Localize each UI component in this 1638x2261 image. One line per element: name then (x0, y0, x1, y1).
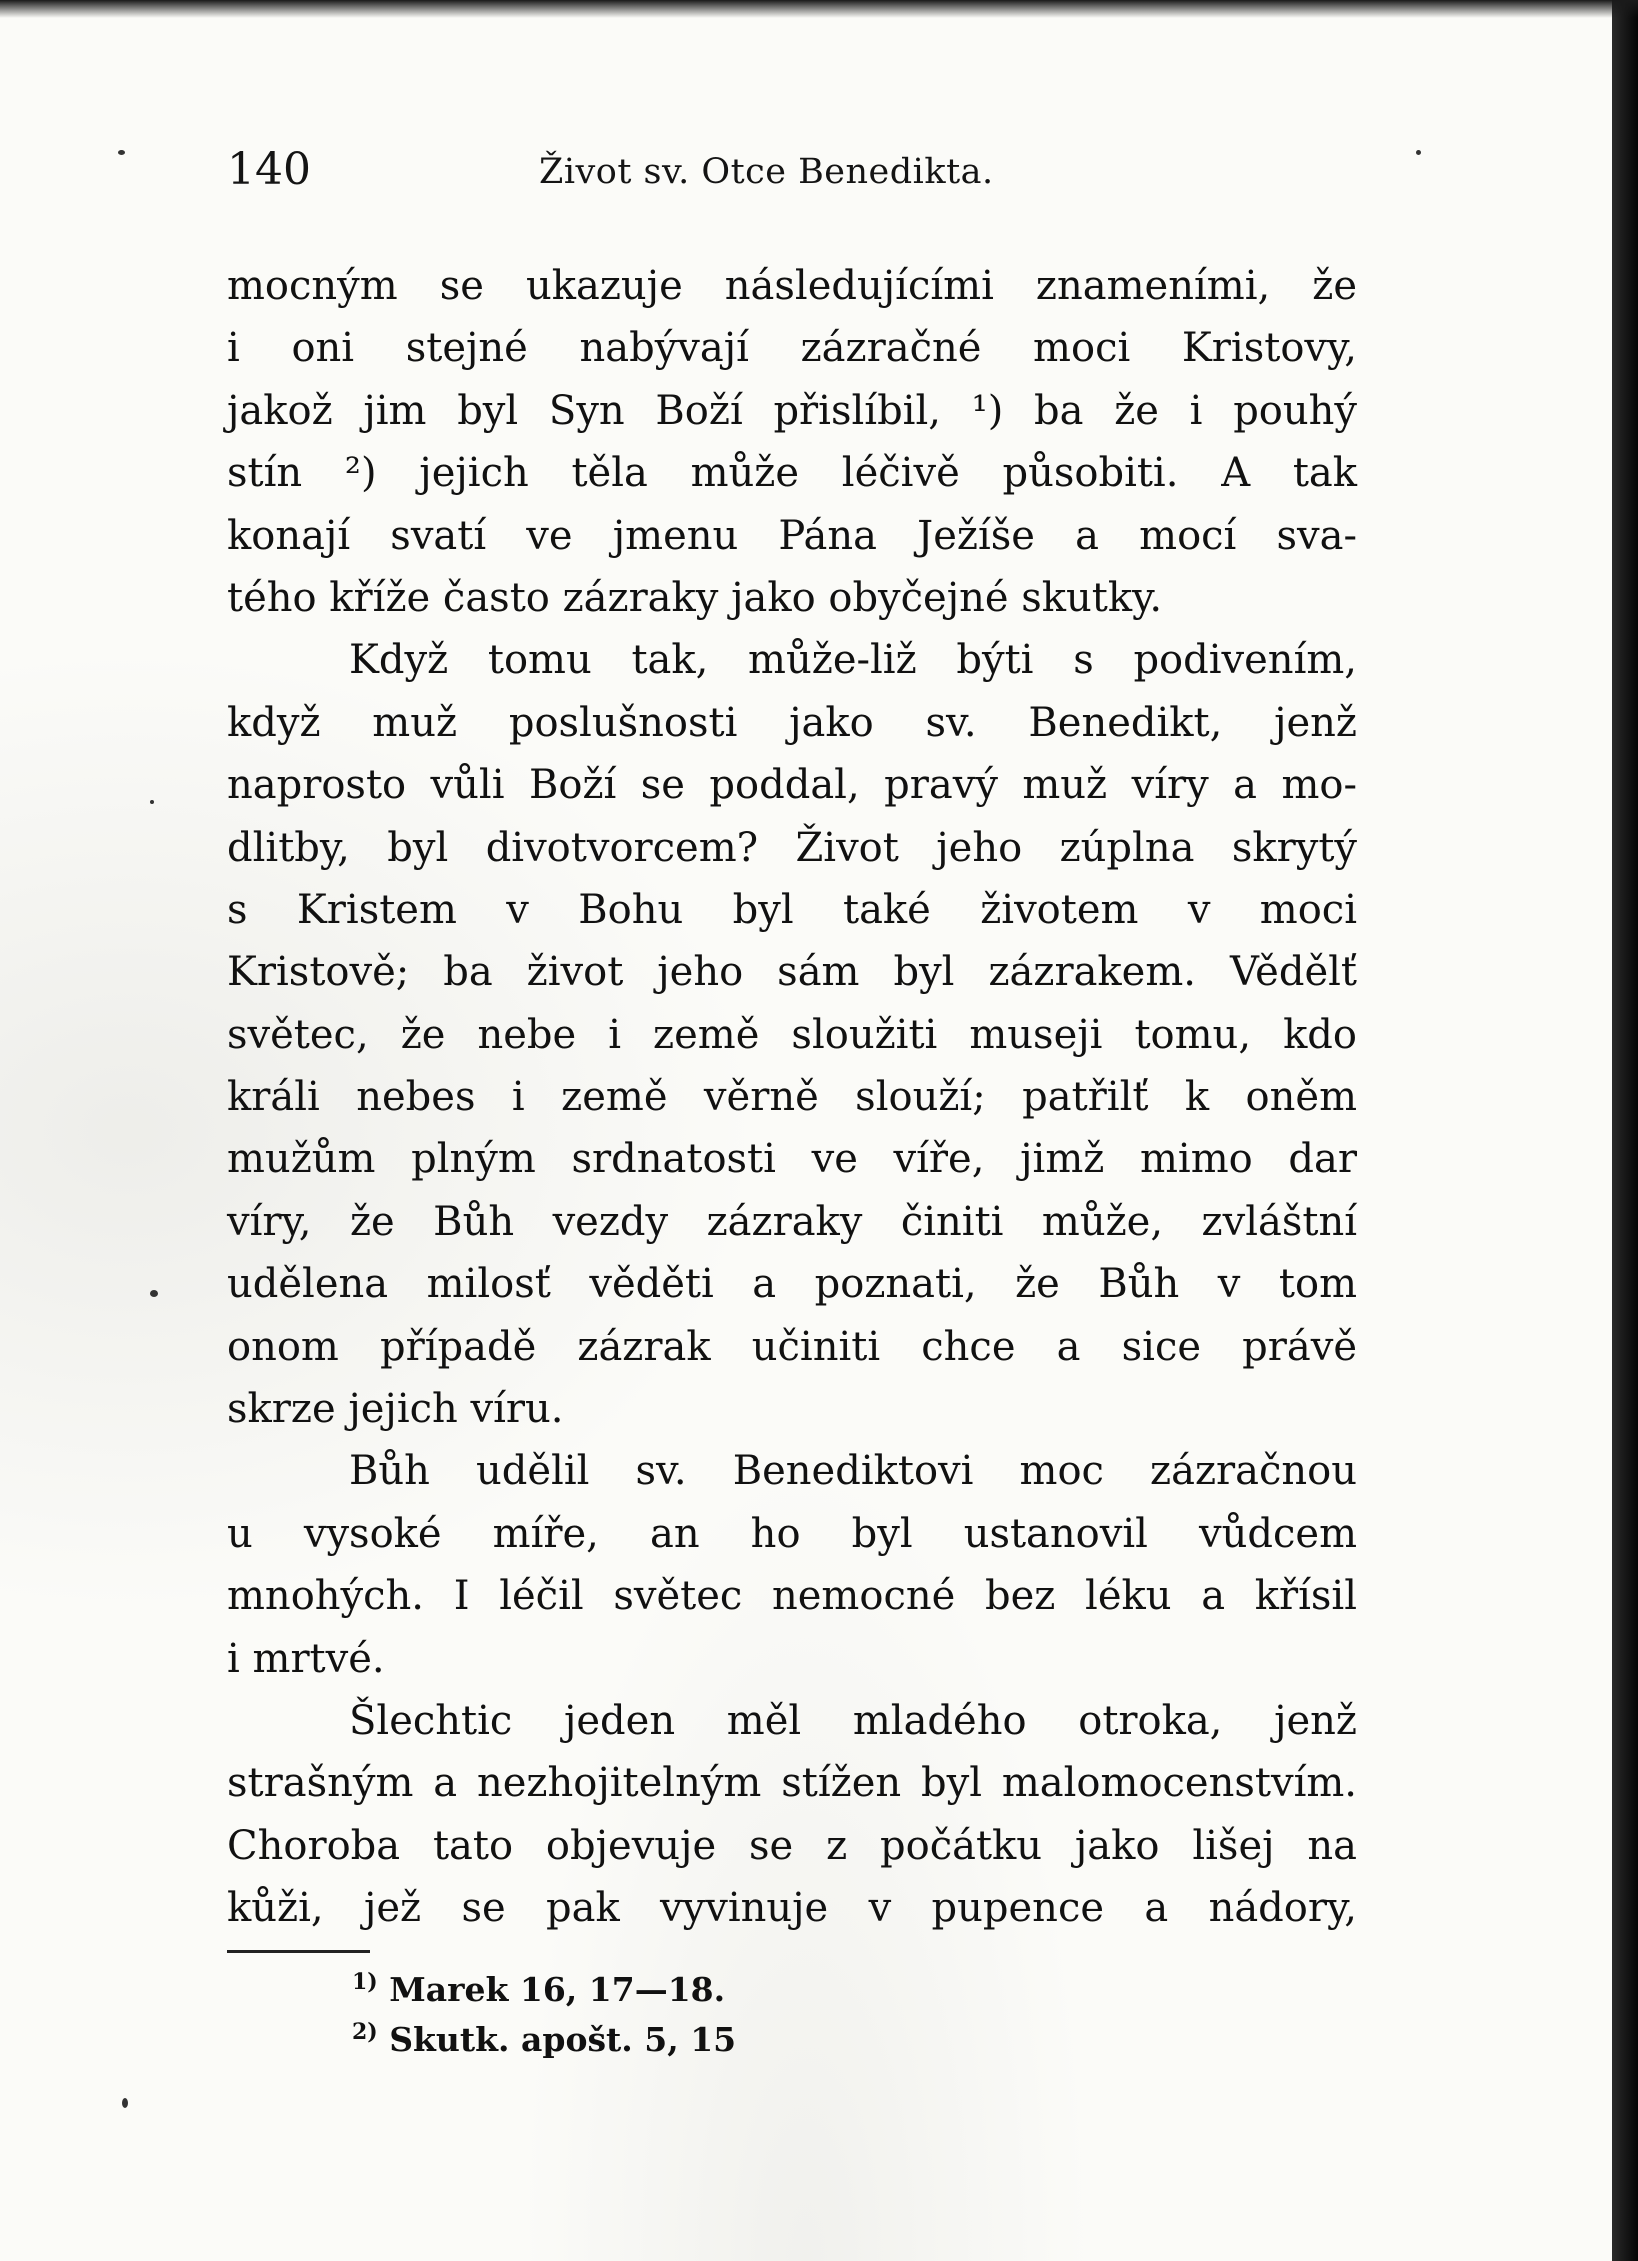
text-line: Když tomu tak, může-liž býti s podivením, (349, 637, 1357, 684)
text-line: jakož jim byl Syn Boží přislíbil, ¹) ba že i pouhý (227, 387, 1357, 434)
scan-border-right (1612, 0, 1638, 2261)
text-line: strašným a nezhojitelným stížen byl malomocenstvím. (227, 1760, 1357, 1807)
footnote-mark: 2) (352, 2019, 378, 2045)
text-line: dlitby, byl divotvorcem? Život jeho zúplna skrytý (227, 824, 1357, 871)
text-line: skrze jejich víru. (227, 1386, 564, 1433)
page-header (227, 140, 1357, 200)
text-line: u vysoké míře, an ho byl ustanovil vůdcem (227, 1510, 1357, 1557)
text-line: udělena milosť věděti a poznati, že Bůh v tom (227, 1261, 1357, 1308)
scan-speck (150, 800, 154, 804)
scan-speck (1416, 150, 1421, 155)
text-line: mužům plným srdnatosti ve víře, jimž mimo dar (227, 1136, 1357, 1183)
text-line: kůži, jež se pak vyvinuje v pupence a nádory, (227, 1885, 1357, 1932)
text-line: naprosto vůli Boží se poddal, pravý muž víry a mo- (227, 762, 1357, 809)
footnote-text: Skutk. apošt. 5, 15 (389, 2020, 737, 2059)
text-line: i mrtvé. (227, 1635, 385, 1682)
text-line: konají svatí ve jmenu Pána Ježíše a mocí sva- (227, 512, 1357, 559)
text-line: tého kříže často zázraky jako obyčejné skutky. (227, 574, 1163, 621)
footnotes (352, 1965, 736, 2065)
text-line: králi nebes i země věrně slouží; patřilť k oněm (227, 1074, 1357, 1121)
footnote-mark: 1) (352, 1969, 378, 1995)
footnote-2 (352, 2015, 736, 2065)
scan-border-top (0, 0, 1638, 18)
page-number: 140 (227, 144, 311, 195)
text-line: víry, že Bůh vezdy zázraky činiti může, zvláštní (227, 1198, 1357, 1245)
running-title: Život sv. Otce Benedikta. (539, 152, 994, 192)
text-line: onom případě zázrak učiniti chce a sice právě (227, 1323, 1357, 1370)
text-line: Kristově; ba život jeho sám byl zázrakem. Vědělť (227, 949, 1357, 996)
footnote-text: Marek 16, 17—18. (389, 1970, 726, 2009)
text-line: světec, že nebe i země sloužiti museji tomu, kdo (227, 1011, 1357, 1058)
text-line: Choroba tato objevuje se z počátku jako lišej na (227, 1822, 1357, 1869)
text-line: když muž poslušnosti jako sv. Benedikt, jenž (227, 699, 1357, 746)
scan-speck (150, 1290, 158, 1297)
text-line: i oni stejné nabývají zázračné moci Kristovy, (227, 325, 1357, 372)
footnote-divider (227, 1950, 370, 1953)
text-line: Šlechtic jeden měl mladého otroka, jenž (349, 1697, 1357, 1744)
text-line: Bůh udělil sv. Benediktovi moc zázračnou (349, 1448, 1357, 1495)
text-line: mnohých. I léčil světec nemocné bez léku a křísil (227, 1573, 1357, 1620)
text-line: mocným se ukazuje následujícími znameními, že (227, 263, 1357, 309)
body-text (227, 255, 1357, 1940)
footnote-1 (352, 1965, 736, 2015)
text-line: s Kristem v Bohu byl také životem v moci (227, 886, 1357, 933)
text-line: stín ²) jejich těla může léčivě působiti. A tak (227, 450, 1357, 497)
scan-speck (122, 2098, 128, 2108)
scan-speck (118, 150, 125, 155)
